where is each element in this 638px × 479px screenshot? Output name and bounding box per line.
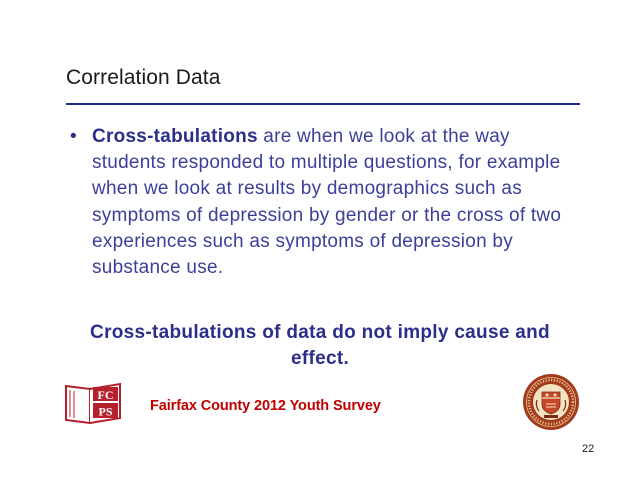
fcps-logo-letters-top: FC (97, 388, 114, 402)
survey-footer-title: Fairfax County 2012 Youth Survey (150, 398, 381, 414)
fcps-logo-letters-bottom: PS (98, 404, 113, 419)
slide-title: Correlation Data (66, 66, 221, 89)
county-seal-icon (522, 373, 580, 431)
bullet-item (70, 124, 570, 281)
page-number: 22 (582, 443, 595, 455)
bullet-text (92, 124, 570, 281)
bullet-bold-term: Cross-tabulations (92, 126, 258, 147)
fcps-logo (64, 376, 122, 424)
bullet-body-text: are when we look at the way students responded to multiple questions, for example when we look at results by demographics such as symptoms of depression by gender or the cross of two experiences such as symptoms of depression by substance use. (92, 126, 562, 279)
title-divider (66, 103, 580, 105)
fcps-book-icon (64, 376, 122, 424)
emphasis-statement: Cross-tabulations of data do not imply cause and effect. (90, 322, 550, 369)
fairfax-county-seal (522, 373, 580, 431)
bullet-marker: • (70, 126, 77, 147)
